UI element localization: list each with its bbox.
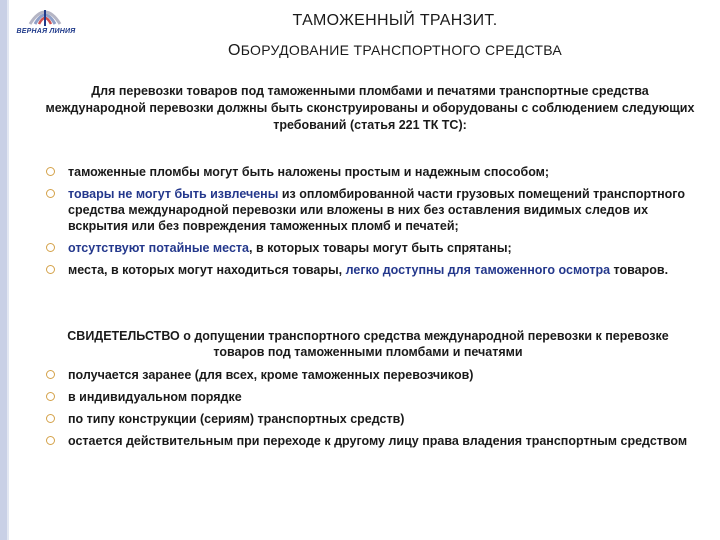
certificate-lead: СВИДЕТЕЛЬСТВО — [67, 329, 180, 343]
highlighted-text: отсутствуют потайные места — [68, 241, 249, 255]
requirement-item — [44, 164, 692, 180]
certificate-heading — [44, 328, 692, 360]
bullet-circle-icon — [46, 265, 55, 274]
certificate-item — [44, 389, 692, 405]
bullet-circle-icon — [46, 370, 55, 379]
logo-text: ВЕРНАЯ ЛИНИЯ — [16, 28, 76, 35]
bullet-circle-icon — [46, 189, 55, 198]
left-accent-bar — [0, 0, 7, 540]
highlighted-text: легко доступны для таможенного осмотра — [345, 263, 611, 277]
certificate-item-text: получается заранее (для всех, кроме таможенных перевозчиков) — [68, 368, 474, 382]
requirement-item — [44, 186, 692, 234]
page-subtitle — [200, 42, 590, 60]
logo-icon — [10, 4, 80, 48]
bullet-circle-icon — [46, 414, 55, 423]
requirements-list — [44, 164, 692, 284]
certificate-item-text: остается действительным при переходе к другому лицу права владения транспортным средством — [68, 434, 688, 448]
requirement-item — [44, 240, 692, 256]
page-title: ТАМОЖЕННЫЙ ТРАНЗИТ. — [292, 12, 498, 29]
certificate-item-text: в индивидуальном порядке — [68, 390, 242, 404]
certificate-item — [44, 367, 692, 383]
certificate-list — [44, 367, 692, 455]
bullet-circle-icon — [46, 392, 55, 401]
requirement-text: из опломбированной части грузовых помещений транспортного средства международной перевозки или вложены в них без оставления видимых следов их вскрытия или без повреждения таможенных пломб и печатей; — [68, 187, 685, 233]
subtitle-rest: БОРУДОВАНИЕ ТРАНСПОРТНОГО СРЕДСТВА — [240, 42, 563, 58]
requirement-text: товаров. — [610, 263, 669, 277]
certificate-item — [44, 433, 692, 449]
certificate-text: о допущении транспортного средства международной перевозки к перевозке товаров под таможенными пломбами и печатями — [179, 329, 669, 359]
requirement-text: места, в которых могут находиться товары, — [68, 263, 346, 277]
bullet-circle-icon — [46, 167, 55, 176]
certificate-item — [44, 411, 692, 427]
requirement-text: , в которых товары могут быть спрятаны; — [249, 241, 512, 255]
certificate-item-text: по типу конструкции (сериям) транспортных средств) — [68, 412, 405, 426]
subtitle-initial: О — [227, 42, 241, 59]
highlighted-text: товары не могут быть извлечены — [68, 187, 279, 201]
requirement-item — [44, 262, 692, 278]
left-accent-bar-light — [7, 0, 9, 540]
bullet-circle-icon — [46, 436, 55, 445]
bullet-circle-icon — [46, 243, 55, 252]
requirement-text: таможенные пломбы могут быть наложены простым и надежным способом; — [68, 165, 550, 179]
intro-paragraph: Для перевозки товаров под таможенными пломбами и печатями транспортные средства международной перевозки должны быть сконструированы и оборудованы с соблюдением следующих требований (статья 221 ТК ТС): — [45, 84, 695, 132]
